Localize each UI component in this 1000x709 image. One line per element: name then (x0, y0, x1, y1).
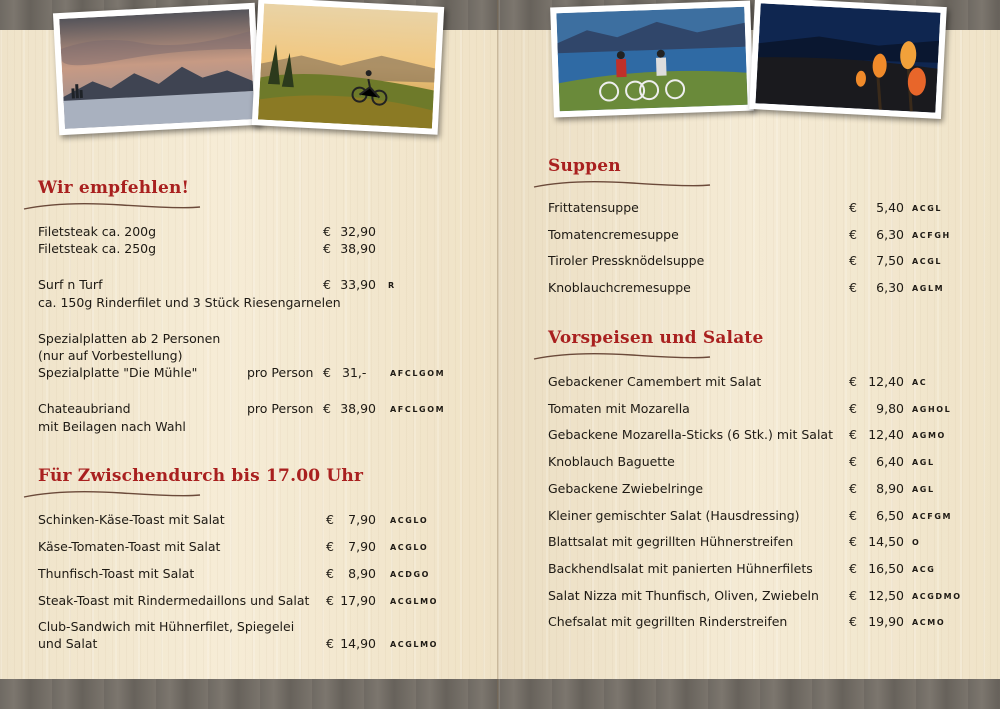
currency-symbol: € (326, 512, 334, 527)
allergen-codes: ACGL (912, 257, 943, 266)
currency-symbol: € (849, 400, 857, 416)
item-price: 33,90 (340, 277, 376, 292)
item-price: 38,90 (340, 401, 376, 416)
item-price: 14,90 (340, 636, 376, 651)
currency-symbol: € (849, 226, 857, 242)
currency-symbol: € (849, 279, 857, 295)
item-pre-note: (nur auf Vorbestellung) (38, 348, 183, 363)
allergen-codes: AFCLGOM (390, 405, 446, 414)
allergen-codes: ACMO (912, 618, 946, 628)
item-price: 8,90 (876, 480, 904, 496)
item-price: 6,40 (876, 454, 904, 470)
wood-band-bottom (0, 679, 500, 709)
item-name: Käse-Tomaten-Toast mit Salat (38, 539, 221, 554)
allergen-codes: ACGLMO (390, 597, 439, 606)
allergen-codes: AGL (912, 458, 935, 468)
item-price: 38,90 (340, 241, 376, 256)
mountain-biker-meadow-photo (252, 0, 444, 135)
allergen-codes: O (912, 538, 921, 548)
currency-symbol: € (326, 636, 334, 651)
item-description: ca. 150g Rinderfilet und 3 Stück Riesengarnelen (38, 295, 341, 310)
currency-symbol: € (323, 224, 331, 239)
currency-symbol: € (323, 401, 331, 416)
item-price: 5,40 (876, 200, 904, 215)
item-name: Gebackener Camembert mit Salat (548, 374, 762, 389)
currency-symbol: € (849, 614, 857, 630)
item-name: Steak-Toast mit Rindermedaillons und Salat (38, 593, 310, 608)
item-price: 12,40 (868, 427, 904, 443)
title-swash-decoration (22, 487, 202, 501)
currency-symbol: € (849, 374, 857, 389)
section-title-vorspeisen-und-salate: Vorspeisen und Salate (548, 328, 764, 348)
currency-symbol: € (849, 427, 857, 443)
currency-symbol: € (849, 200, 857, 215)
item-price: 32,90 (340, 224, 376, 239)
item-name: Schinken-Käse-Toast mit Salat (38, 512, 225, 527)
item-price: 12,50 (868, 587, 904, 603)
allergen-codes: AGHOL (912, 404, 952, 414)
currency-symbol: € (849, 480, 857, 496)
item-price: 17,90 (340, 593, 376, 608)
menu-page-right (500, 0, 1000, 709)
currency-symbol: € (849, 534, 857, 550)
item-price: 6,30 (876, 226, 904, 242)
item-name: Backhendlsalat mit panierten Hühnerfilets (548, 560, 813, 576)
allergen-codes: AFCLGOM (390, 369, 446, 378)
item-price: 7,50 (876, 253, 904, 268)
title-swash-decoration (532, 177, 712, 191)
item-name: Knoblauch Baguette (548, 454, 675, 470)
currency-symbol: € (326, 566, 334, 581)
item-price: 6,50 (876, 507, 904, 523)
allergen-codes: ACGL (912, 204, 943, 213)
allergen-codes: ACGLO (390, 516, 429, 525)
item-name: Surf n Turf (38, 277, 103, 292)
allergen-codes: ACFGH (912, 230, 951, 240)
item-name: Filetsteak ca. 250g (38, 241, 157, 256)
title-swash-decoration (22, 199, 202, 213)
currency-symbol: € (326, 539, 334, 554)
section-title-suppen: Suppen (548, 156, 621, 176)
allergen-codes: ACGLO (390, 543, 429, 552)
allergen-codes: ACG (912, 564, 936, 574)
item-name: Gebackene Zwiebelringe (548, 480, 704, 496)
item-price: 12,40 (868, 374, 904, 389)
item-name: Frittatensuppe (548, 200, 639, 215)
currency-symbol: € (849, 587, 857, 603)
currency-symbol: € (323, 365, 331, 380)
item-name: Tiroler Pressknödelsuppe (548, 253, 705, 268)
item-name: Chefsalat mit gegrillten Rinderstreifen (548, 614, 788, 630)
item-price: 31,- (342, 365, 367, 380)
item-name: Spezialplatte "Die Mühle" (38, 365, 198, 380)
mountain-lake-sunset-photo (53, 3, 261, 135)
item-description: mit Beilagen nach Wahl (38, 419, 186, 434)
currency-symbol: € (323, 277, 331, 292)
item-name: Knoblauchcremesuppe (548, 279, 691, 295)
cyclists-lake-photo (550, 1, 754, 118)
allergen-codes: ACGLMO (390, 640, 439, 649)
item-name: Thunfisch-Toast mit Salat (38, 566, 195, 581)
item-price: 6,30 (876, 279, 904, 295)
allergen-codes: AGMO (912, 431, 946, 441)
item-price: 7,90 (348, 512, 376, 527)
item-name: Chateaubriand (38, 401, 131, 416)
item-name: Salat Nizza mit Thunfisch, Oliven, Zwiebeln (548, 587, 819, 603)
allergen-codes: R (388, 281, 396, 290)
item-price: 16,50 (868, 560, 904, 576)
item-name: Tomatencremesuppe (548, 226, 679, 242)
allergen-codes: ACDGO (390, 570, 431, 579)
currency-symbol: € (326, 593, 334, 608)
item-price: 7,90 (348, 539, 376, 554)
currency-symbol: € (849, 253, 857, 268)
item-name: und Salat (38, 636, 98, 651)
item-name: Kleiner gemischter Salat (Hausdressing) (548, 507, 800, 523)
section-title-zwischendurch: Für Zwischendurch bis 17.00 Uhr (38, 466, 364, 486)
wood-band-bottom (500, 679, 1000, 709)
item-name: Filetsteak ca. 200g (38, 224, 157, 239)
item-unit: pro Person (247, 401, 314, 416)
allergen-codes: AGLM (912, 283, 945, 293)
item-name: Tomaten mit Mozarella (548, 400, 690, 416)
item-name: Gebackene Mozarella-Sticks (6 Stk.) mit Salat (548, 427, 833, 443)
currency-symbol: € (849, 507, 857, 523)
item-price: 19,90 (868, 614, 904, 630)
title-swash-decoration (532, 349, 712, 363)
allergen-codes: ACFGM (912, 511, 953, 521)
item-price: 14,50 (868, 534, 904, 550)
item-price: 8,90 (348, 566, 376, 581)
section-title-wir-empfehlen: Wir empfehlen! (38, 178, 190, 198)
item-price: 9,80 (876, 400, 904, 416)
currency-symbol: € (323, 241, 331, 256)
torches-night-photo (749, 0, 947, 119)
allergen-codes: AC (912, 378, 928, 387)
item-pre-note: Spezialplatten ab 2 Personen (38, 331, 221, 346)
item-name-line1: Club-Sandwich mit Hühnerfilet, Spiegelei (38, 619, 295, 634)
currency-symbol: € (849, 454, 857, 470)
allergen-codes: ACGDMO (912, 591, 962, 601)
item-unit: pro Person (247, 365, 314, 380)
item-name: Blattsalat mit gegrillten Hühnerstreifen (548, 534, 794, 550)
allergen-codes: AGL (912, 484, 935, 494)
currency-symbol: € (849, 560, 857, 576)
